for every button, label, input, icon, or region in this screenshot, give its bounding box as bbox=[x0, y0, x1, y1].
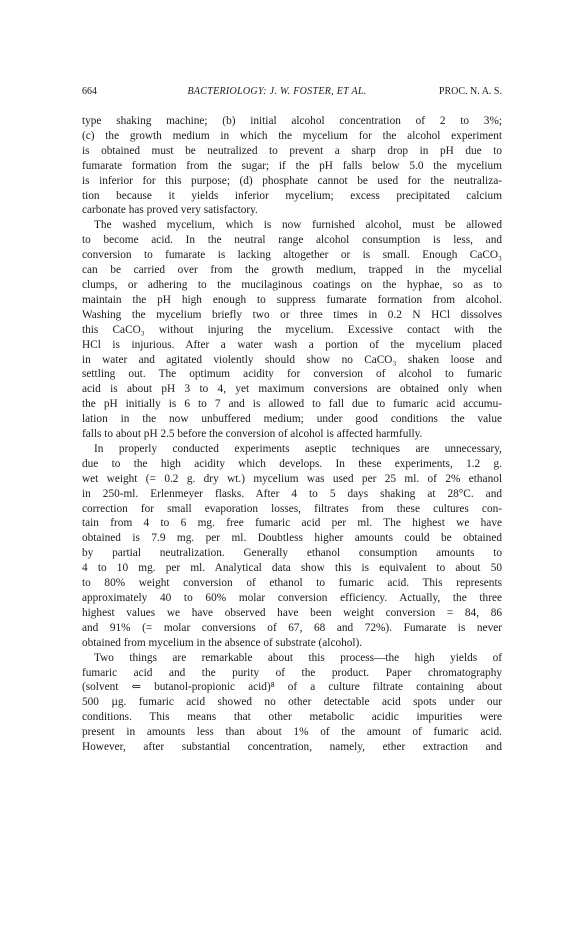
text-line: tain from 4 to 6 mg. free fumaric acid per ml. The highest we have bbox=[82, 517, 502, 530]
text-line: lation in the now unbuffered medium; under good conditions the value bbox=[82, 413, 502, 426]
text-line: to become acid. In the neutral range alcohol consumption is less, and bbox=[82, 234, 502, 247]
text-line: (c) the growth medium in which the mycelium for the alcohol experiment bbox=[82, 129, 502, 142]
text-line: obtained from mycelium in the absence of substrate (alcohol). bbox=[82, 636, 363, 649]
text-line: by partial neutralization. Generally ethanol consumption amounts to bbox=[82, 547, 502, 560]
text-line: conversion to fumarate is lacking altogether or is small. Enough CaCO₃ bbox=[82, 249, 502, 262]
text-line: to 80% weight conversion of ethanol to fumaric acid. This represents bbox=[82, 577, 502, 590]
text-line: can be carried over from the growth medium, trapped in the mycelial bbox=[82, 264, 502, 277]
text-line: settling out. The optimum acidity for conversion of alcohol to fumaric bbox=[82, 368, 502, 381]
text-line: carbonate has proved very satisfactory. bbox=[82, 204, 258, 217]
text-line: and 91% (= molar conversions of 67, 68 and 72%). Fumarate is never bbox=[82, 621, 502, 634]
text-line: The washed mycelium, which is now furnished alcohol, must be allowed bbox=[94, 219, 502, 232]
text-line: in 250-ml. Erlenmeyer flasks. After 4 to 5 days shaking at 28°C. and bbox=[82, 487, 502, 500]
text-line: falls to about pH 2.5 before the conversion of alcohol is affected harmfully. bbox=[82, 428, 423, 441]
text-line: In properly conducted experiments aseptic techniques are unnecessary, bbox=[94, 442, 502, 455]
text-line: obtained is 7.9 mg. per ml. Doubtless higher amounts could be obtained bbox=[82, 532, 502, 545]
text-line: highest values we have observed have been weight conversion = 84, 86 bbox=[82, 606, 502, 619]
text-line: Two things are remarkable about this process—the high yields of bbox=[94, 651, 502, 664]
journal-abbreviation: PROC. N. A. S. bbox=[438, 86, 502, 97]
text-line: 500 µg. fumaric acid showed no other detectable acid spots under our bbox=[82, 696, 502, 709]
text-line: 4 to 10 mg. per ml. Analytical data show this is equivalent to about 50 bbox=[82, 562, 502, 575]
text-line: approximately 40 to 60% molar conversion efficiency. Actually, the three bbox=[82, 592, 502, 604]
text-line: is obtained must be neutralized to prevent a sharp drop in pH due to bbox=[82, 144, 502, 157]
text-line: (solvent ⇐ butanol-propionic acid)⁸ of a culture filtrate containing about bbox=[82, 681, 502, 694]
page-number: 664 bbox=[82, 86, 97, 97]
text-line: tion because it yields inferior mycelium; excess precipitated calcium bbox=[82, 189, 502, 202]
journal-page bbox=[82, 86, 502, 755]
text-line: present in amounts less than about 1% of the amount of fumaric acid. bbox=[82, 726, 502, 739]
text-line: However, after substantial concentration, namely, ether extraction and bbox=[82, 741, 502, 754]
text-line: is inferior for this purpose; (d) phosphate cannot be used for the neutraliza- bbox=[82, 174, 502, 187]
text-line: clumps, or adhering to the mucilaginous coatings on the hyphae, so as to bbox=[82, 278, 502, 291]
paragraph bbox=[82, 651, 502, 755]
text-line: wet weight (= 0.2 g. dry wt.) mycelium was used per 25 ml. of 2% ethanol bbox=[82, 472, 502, 485]
running-title: BACTERIOLOGY: J. W. FOSTER, ET AL. bbox=[187, 86, 367, 97]
text-line: fumaric acid and the purity of the product. Paper chromatography bbox=[82, 666, 502, 679]
text-line: the pH initially is 6 to 7 and is allowed to fall due to fumaric acid accumu- bbox=[82, 398, 502, 411]
text-line: type shaking machine; (b) initial alcohol concentration of 2 to 3%; bbox=[82, 115, 502, 127]
text-line: maintain the pH high enough to suppress fumarate formation from alcohol. bbox=[82, 293, 502, 306]
text-line: in water and agitated violently should show no CaCO₃ shaken loose and bbox=[82, 353, 502, 366]
paragraph bbox=[82, 218, 502, 442]
running-head bbox=[82, 86, 502, 100]
text-line: fumarate formation from the sugar; if the pH falls below 5.0 the mycelium bbox=[82, 159, 502, 172]
text-line: due to the high acidity which develops. In these experiments, 1.2 g. bbox=[82, 457, 502, 470]
text-line: this CaCO₃ without injuring the mycelium. Excessive contact with the bbox=[82, 323, 502, 336]
text-line: correction for small evaporation losses, filtrates from these cultures con- bbox=[82, 502, 502, 515]
body-text bbox=[82, 114, 502, 755]
text-line: conditions. This means that other metabolic acidic impurities were bbox=[82, 711, 502, 724]
text-line: HCl is injurious. After a water wash a portion of the mycelium placed bbox=[82, 338, 502, 351]
paragraph bbox=[82, 114, 502, 218]
paragraph bbox=[82, 442, 502, 651]
text-line: acid is about pH 3 to 4, yet maximum conversions are obtained only when bbox=[82, 383, 502, 396]
text-line: Washing the mycelium briefly two or three times in 0.2 N HCl dissolves bbox=[82, 308, 502, 321]
